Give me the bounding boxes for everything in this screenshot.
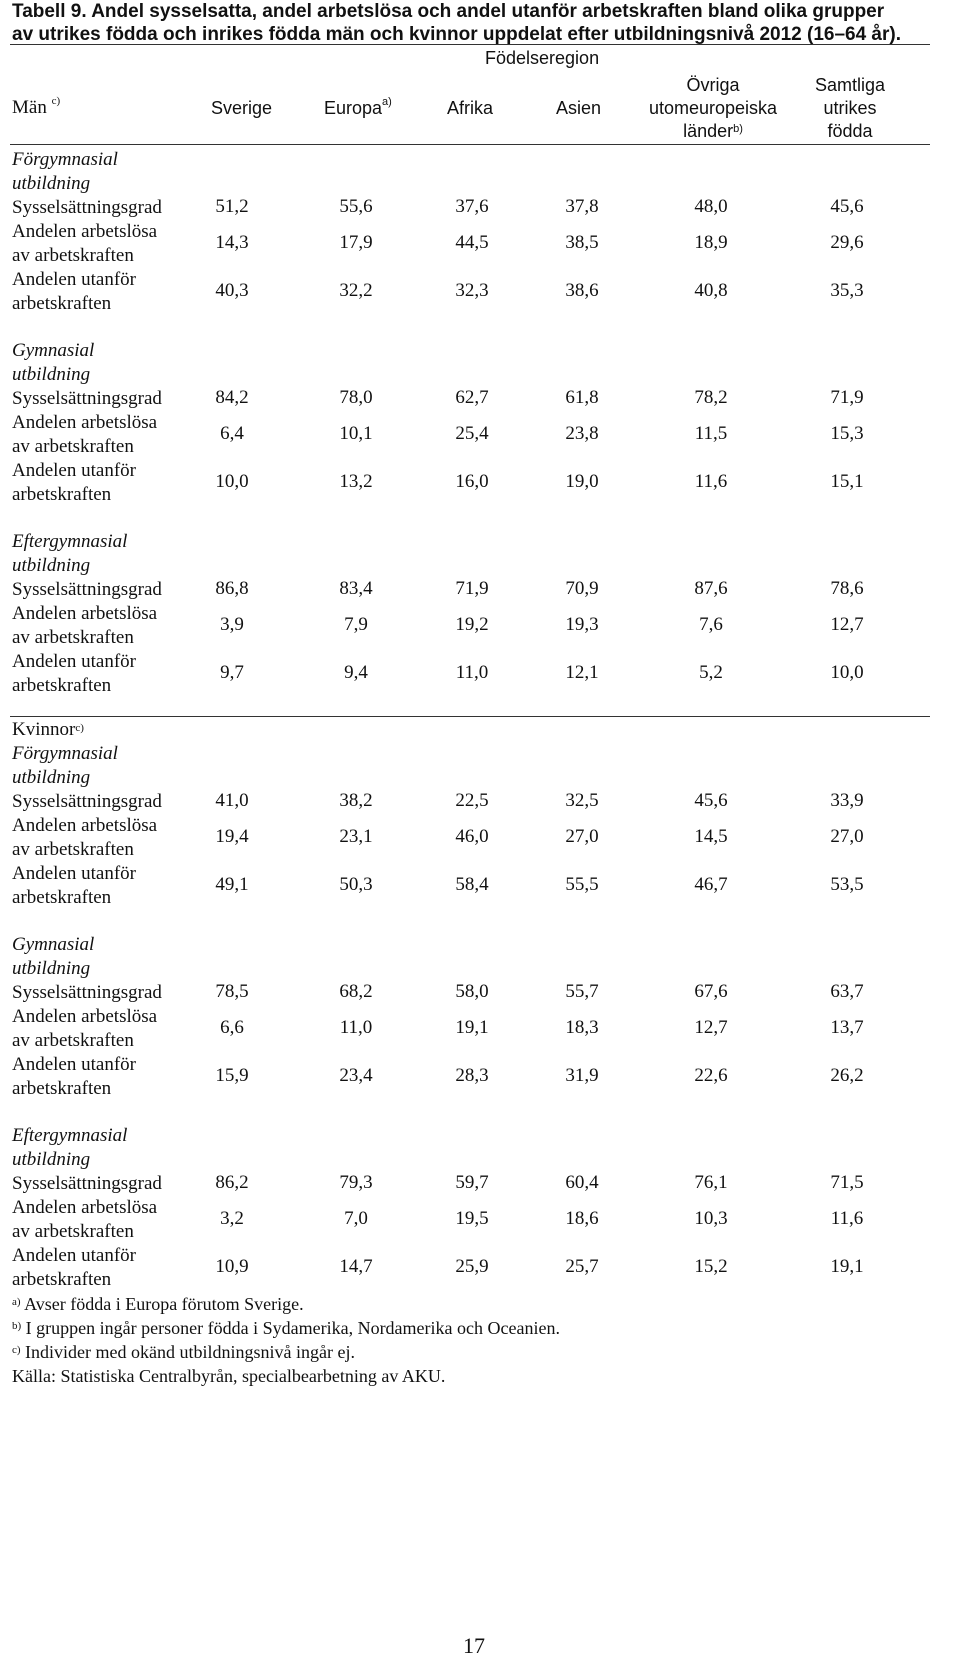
table-cell: 22,5 xyxy=(455,790,489,811)
table-cell: 12,1 xyxy=(565,662,599,683)
table-cell: 63,7 xyxy=(830,981,864,1002)
table-cell: 19,5 xyxy=(455,1208,489,1229)
table-title-line-2: av utrikes födda och inrikes födda män och kvinnor uppdelat efter utbildningsnivå 2012 (16–64 år). xyxy=(12,24,902,45)
table-cell: 38,5 xyxy=(565,232,599,253)
table-cell: 7,0 xyxy=(344,1208,368,1229)
row-label-unemployed-line-2: av arbetskraften xyxy=(12,839,134,860)
table-cell: 78,5 xyxy=(215,981,249,1002)
row-label-unemployed: Andelen arbetslösa xyxy=(12,1197,158,1218)
column-header-sverige: Sverige xyxy=(211,98,273,118)
birth-region-header: Födelseregion xyxy=(485,48,600,68)
table-cell: 55,5 xyxy=(565,874,599,895)
table-cell: 7,9 xyxy=(344,614,368,635)
footnote-a-mark: a) xyxy=(12,1296,21,1308)
column-header-samtliga-line-3: födda xyxy=(827,121,873,141)
education-group-label-line-2: utbildning xyxy=(12,958,91,979)
row-label-outside: Andelen utanför xyxy=(12,1054,136,1075)
row-label-employment: Sysselsättningsgrad xyxy=(12,579,162,600)
table-cell: 10,9 xyxy=(215,1256,249,1277)
column-header-ovriga-line-3-text: länder xyxy=(683,121,734,141)
ovriga-footnote-mark: b) xyxy=(733,123,743,135)
table-cell: 60,4 xyxy=(565,1172,599,1193)
table-cell: 3,9 xyxy=(220,614,244,635)
table-cell: 23,1 xyxy=(339,826,373,847)
men-label: Män xyxy=(12,97,47,118)
table-cell: 46,0 xyxy=(455,826,489,847)
column-header-samtliga-line-2: utrikes xyxy=(823,98,877,118)
table-cell: 19,1 xyxy=(830,1256,864,1277)
table-cell: 19,2 xyxy=(455,614,489,635)
table-cell: 68,2 xyxy=(339,981,373,1002)
row-label-outside-line-2: arbetskraften xyxy=(12,887,112,908)
table-cell: 58,4 xyxy=(455,874,489,895)
table-cell: 55,6 xyxy=(339,196,373,217)
row-label-unemployed-line-2: av arbetskraften xyxy=(12,1030,134,1051)
table-cell: 44,5 xyxy=(455,232,489,253)
table-cell: 14,7 xyxy=(339,1256,373,1277)
row-label-outside-line-2: arbetskraften xyxy=(12,1078,112,1099)
header-bottom-rule xyxy=(10,144,930,145)
table-cell: 6,6 xyxy=(220,1017,244,1038)
table-cell: 15,9 xyxy=(215,1065,249,1086)
table-cell: 19,3 xyxy=(565,614,599,635)
column-header-ovriga-line-2: utomeuropeiska xyxy=(648,98,778,118)
table-cell: 49,1 xyxy=(215,874,249,895)
education-group-label: Eftergymnasial xyxy=(12,1125,128,1146)
table-cell: 62,7 xyxy=(455,387,489,408)
table-cell: 18,6 xyxy=(565,1208,599,1229)
footnote-b-mark: b) xyxy=(12,1320,22,1332)
table-cell: 10,0 xyxy=(830,662,864,683)
table-cell: 27,0 xyxy=(830,826,864,847)
footnote-b-text: I gruppen ingår personer födda i Sydamerika, Nordamerika och Oceanien. xyxy=(25,1318,560,1338)
column-header-ovriga-line-3 xyxy=(640,120,786,143)
row-label-employment: Sysselsättningsgrad xyxy=(12,388,162,409)
table-cell: 13,2 xyxy=(339,471,373,492)
row-label-employment: Sysselsättningsgrad xyxy=(12,1173,162,1194)
table-cell: 9,4 xyxy=(344,662,368,683)
education-group-label-line-2: utbildning xyxy=(12,364,91,385)
row-label-unemployed: Andelen arbetslösa xyxy=(12,412,158,433)
column-header-ovriga-line-1: Övriga xyxy=(686,75,740,95)
table-cell: 28,3 xyxy=(455,1065,489,1086)
table-title xyxy=(12,0,901,46)
table-cell: 15,2 xyxy=(694,1256,728,1277)
table-cell: 87,6 xyxy=(694,578,728,599)
table-cell: 18,9 xyxy=(694,232,728,253)
table-cell: 11,5 xyxy=(694,423,728,444)
table-cell: 5,2 xyxy=(699,662,723,683)
row-label-outside: Andelen utanför xyxy=(12,651,136,672)
table-cell: 23,4 xyxy=(339,1065,373,1086)
table-cell: 61,8 xyxy=(565,387,599,408)
table-cell: 14,5 xyxy=(694,826,728,847)
table-cell: 26,2 xyxy=(830,1065,864,1086)
table-cell: 51,2 xyxy=(215,196,249,217)
column-header-europa xyxy=(324,98,392,119)
row-label-unemployed: Andelen arbetslösa xyxy=(12,815,158,836)
table-cell: 9,7 xyxy=(220,662,244,683)
table-cell: 11,0 xyxy=(455,662,489,683)
table-cell: 27,0 xyxy=(565,826,599,847)
table-cell: 10,1 xyxy=(339,423,373,444)
table-cell: 45,6 xyxy=(694,790,728,811)
table-cell: 59,7 xyxy=(455,1172,489,1193)
education-group-label-line-2: utbildning xyxy=(12,173,91,194)
column-header-europa-label: Europa xyxy=(324,98,383,118)
table-cell: 38,2 xyxy=(339,790,373,811)
table-cell: 10,0 xyxy=(215,471,249,492)
table-cell: 25,4 xyxy=(455,423,489,444)
women-footnote-mark: c) xyxy=(75,722,84,734)
education-group-label: Eftergymnasial xyxy=(12,531,128,552)
table-cell: 37,8 xyxy=(565,196,599,217)
table-cell: 71,9 xyxy=(455,578,489,599)
row-label-outside-line-2: arbetskraften xyxy=(12,1269,112,1290)
table-cell: 71,9 xyxy=(830,387,864,408)
table-cell: 17,9 xyxy=(339,232,373,253)
table-cell: 25,9 xyxy=(455,1256,489,1277)
column-header-ovriga xyxy=(640,74,786,143)
table-cell: 71,5 xyxy=(830,1172,864,1193)
table-cell: 84,2 xyxy=(215,387,249,408)
row-label-unemployed: Andelen arbetslösa xyxy=(12,1006,158,1027)
table-cell: 78,0 xyxy=(339,387,373,408)
table-cell: 86,8 xyxy=(215,578,249,599)
row-label-unemployed: Andelen arbetslösa xyxy=(12,603,158,624)
education-group-label: Gymnasial xyxy=(12,934,95,955)
footnote-c-text: Individer med okänd utbildningsnivå ingår ej. xyxy=(25,1342,355,1362)
table-cell: 58,0 xyxy=(455,981,489,1002)
table-cell: 25,7 xyxy=(565,1256,599,1277)
column-header-samtliga-line-1: Samtliga xyxy=(814,75,886,95)
table-cell: 67,6 xyxy=(694,981,728,1002)
table-cell: 3,2 xyxy=(220,1208,244,1229)
table-cell: 16,0 xyxy=(455,471,489,492)
row-label-unemployed-line-2: av arbetskraften xyxy=(12,245,134,266)
women-label: Kvinnor xyxy=(12,719,76,740)
table-cell: 37,6 xyxy=(455,196,489,217)
table-cell: 19,4 xyxy=(215,826,249,847)
table-cell: 70,9 xyxy=(565,578,599,599)
table-cell: 11,0 xyxy=(339,1017,373,1038)
table-cell: 10,3 xyxy=(694,1208,728,1229)
table-cell: 22,6 xyxy=(694,1065,728,1086)
row-label-outside-line-2: arbetskraften xyxy=(12,293,112,314)
table-cell: 15,1 xyxy=(830,471,864,492)
section-divider-rule xyxy=(10,716,930,717)
table-cell: 13,7 xyxy=(830,1017,864,1038)
source-note xyxy=(12,1365,445,1388)
men-header-label xyxy=(12,97,60,119)
table-cell: 35,3 xyxy=(830,280,864,301)
table-cell: 79,3 xyxy=(339,1172,373,1193)
footnote-b xyxy=(12,1317,560,1340)
education-group-label: Förgymnasial xyxy=(12,743,118,764)
table-cell: 50,3 xyxy=(339,874,373,895)
table-cell: 32,3 xyxy=(455,280,489,301)
table-cell: 32,2 xyxy=(339,280,373,301)
table-cell: 40,8 xyxy=(694,280,728,301)
table-cell: 18,3 xyxy=(565,1017,599,1038)
table-cell: 48,0 xyxy=(694,196,728,217)
table-cell: 83,4 xyxy=(339,578,373,599)
row-label-unemployed: Andelen arbetslösa xyxy=(12,221,158,242)
row-label-unemployed-line-2: av arbetskraften xyxy=(12,436,134,457)
table-cell: 19,0 xyxy=(565,471,599,492)
footnote-a-text: Avser födda i Europa förutom Sverige. xyxy=(24,1294,304,1314)
table-cell: 40,3 xyxy=(215,280,249,301)
table-cell: 78,6 xyxy=(830,578,864,599)
row-label-outside: Andelen utanför xyxy=(12,269,136,290)
table-cell: 6,4 xyxy=(220,423,244,444)
table-cell: 38,6 xyxy=(565,280,599,301)
education-group-label-line-2: utbildning xyxy=(12,1149,91,1170)
table-cell: 23,8 xyxy=(565,423,599,444)
table-cell: 78,2 xyxy=(694,387,728,408)
header-top-rule xyxy=(10,44,930,45)
education-group-label: Gymnasial xyxy=(12,340,95,361)
column-header-afrika: Afrika xyxy=(447,98,494,118)
table-cell: 45,6 xyxy=(830,196,864,217)
column-header-asien: Asien xyxy=(556,98,602,118)
row-label-outside: Andelen utanför xyxy=(12,863,136,884)
row-label-employment: Sysselsättningsgrad xyxy=(12,197,162,218)
table-cell: 12,7 xyxy=(830,614,864,635)
table-cell: 15,3 xyxy=(830,423,864,444)
table-cell: 53,5 xyxy=(830,874,864,895)
row-label-unemployed-line-2: av arbetskraften xyxy=(12,1221,134,1242)
table-cell: 12,7 xyxy=(694,1017,728,1038)
row-label-unemployed-line-2: av arbetskraften xyxy=(12,627,134,648)
europa-footnote-mark: a) xyxy=(382,96,392,108)
table-cell: 29,6 xyxy=(830,232,864,253)
men-footnote-mark: c) xyxy=(51,95,61,107)
row-label-outside-line-2: arbetskraften xyxy=(12,484,112,505)
column-header-samtliga xyxy=(800,74,900,143)
table-cell: 14,3 xyxy=(215,232,249,253)
table-cell: 32,5 xyxy=(565,790,599,811)
footnote-c xyxy=(12,1341,355,1364)
footnote-c-mark: c) xyxy=(12,1344,21,1356)
table-cell: 7,6 xyxy=(699,614,723,635)
row-label-outside: Andelen utanför xyxy=(12,460,136,481)
education-group-label-line-2: utbildning xyxy=(12,767,91,788)
table-cell: 11,6 xyxy=(830,1208,864,1229)
table-title-line-1: Tabell 9. Andel sysselsatta, andel arbetslösa och andel utanför arbetskraften bland olika grupper xyxy=(12,1,885,22)
row-label-employment: Sysselsättningsgrad xyxy=(12,982,162,1003)
page-number: 17 xyxy=(463,1633,485,1658)
row-label-employment: Sysselsättningsgrad xyxy=(12,791,162,812)
table-cell: 41,0 xyxy=(215,790,249,811)
table-cell: 11,6 xyxy=(694,471,728,492)
table-cell: 46,7 xyxy=(694,874,728,895)
table-cell: 19,1 xyxy=(455,1017,489,1038)
education-group-label-line-2: utbildning xyxy=(12,555,91,576)
education-group-label: Förgymnasial xyxy=(12,149,118,170)
women-header-label xyxy=(12,718,84,742)
table-cell: 86,2 xyxy=(215,1172,249,1193)
table-cell: 31,9 xyxy=(565,1065,599,1086)
footnote-a xyxy=(12,1293,304,1316)
row-label-outside: Andelen utanför xyxy=(12,1245,136,1266)
table-cell: 76,1 xyxy=(694,1172,728,1193)
table-cell: 33,9 xyxy=(830,790,864,811)
source-note-text: Källa: Statistiska Centralbyrån, specialbearbetning av AKU. xyxy=(12,1366,446,1386)
table-cell: 55,7 xyxy=(565,981,599,1002)
row-label-outside-line-2: arbetskraften xyxy=(12,675,112,696)
